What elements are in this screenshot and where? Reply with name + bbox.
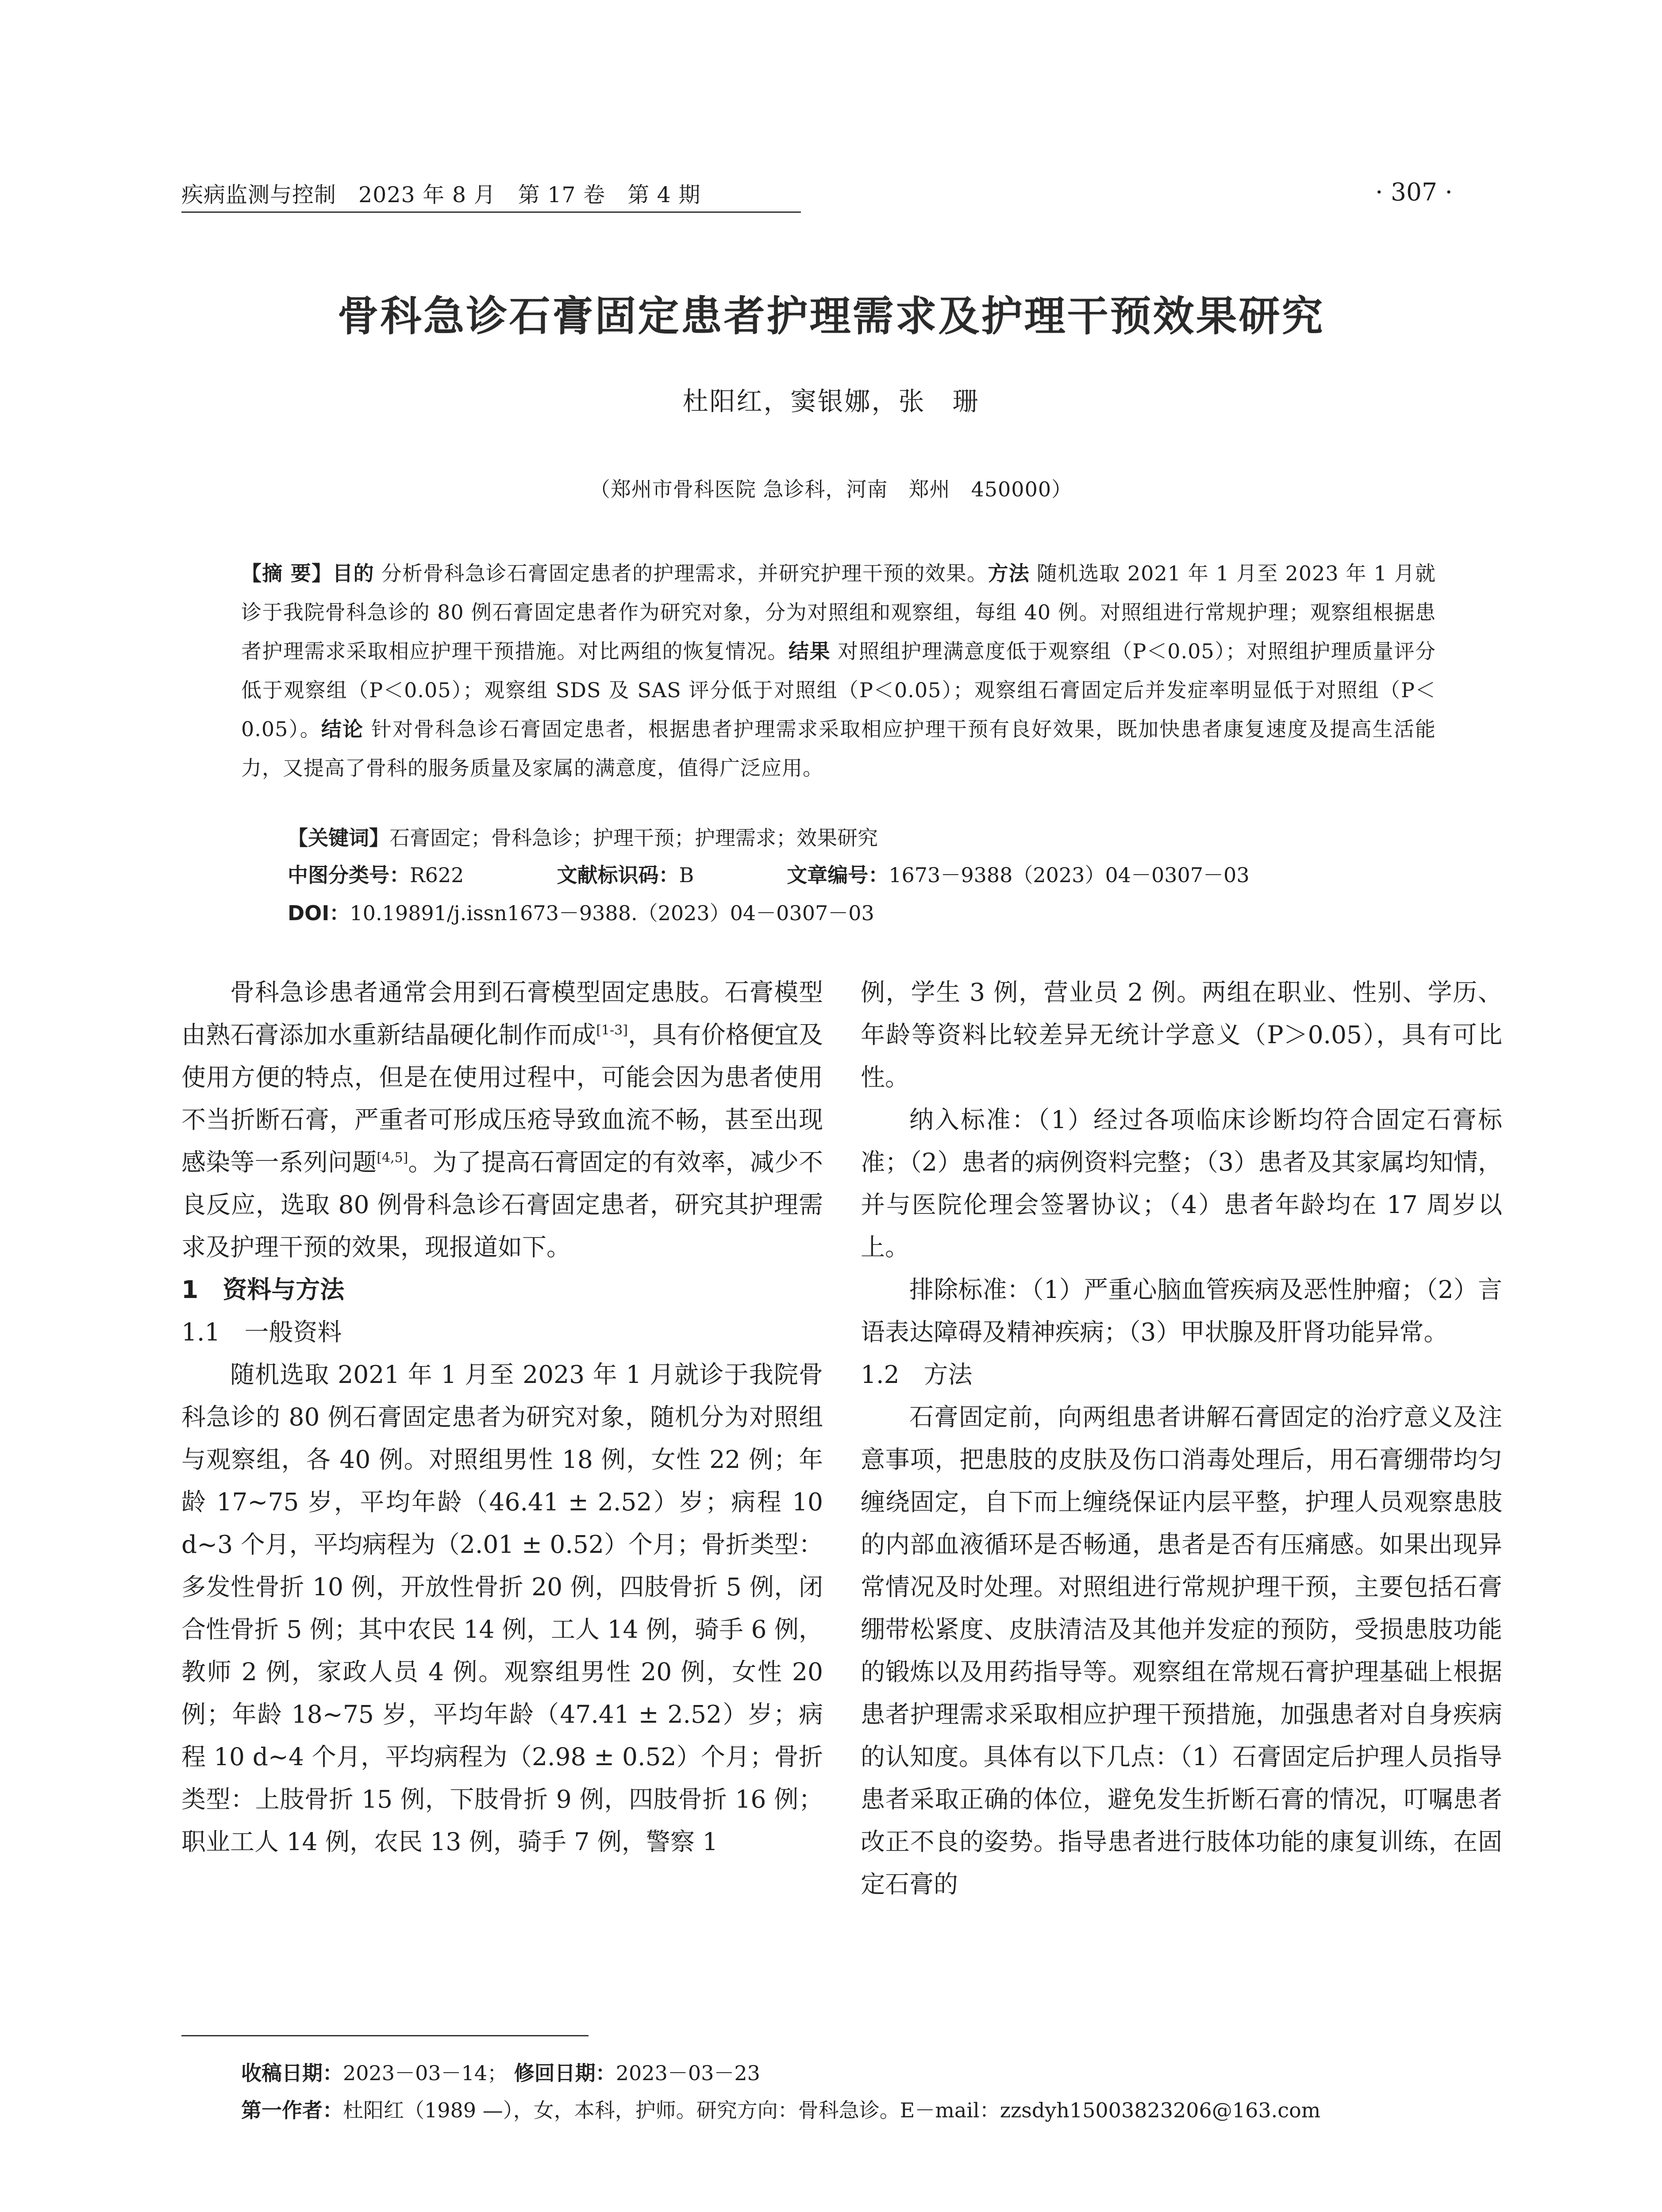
- objective-text: 分析骨科急诊石膏固定患者的护理需求，并研究护理干预的效果。: [374, 561, 988, 585]
- paper-title: 骨科急诊石膏固定患者护理需求及护理干预效果研究: [337, 292, 1325, 340]
- revised-date: 2023－03－23: [616, 2061, 760, 2085]
- section-heading-1: 1 资料与方法: [181, 1275, 345, 1304]
- first-author-label: 第一作者：: [241, 2098, 343, 2122]
- received-label: 收稿日期：: [241, 2061, 343, 2085]
- body-column-left: [181, 971, 823, 1863]
- citation-4-5: [4,5]: [377, 1150, 408, 1166]
- body-column-right: [861, 971, 1502, 1905]
- results-text: 对照组护理满意度低于观察组（P＜0.05）；对照组护理质量评分低于观察组（P＜0.05）；观察组 SDS 及 SAS 评分低于对照组（P＜0.05）；观察组石膏固定后并发症率明显低于对照组（P＜0.05）。: [241, 639, 1436, 741]
- intro-text-a: 骨科急诊患者通常会用到石膏模型固定患肢。石膏模型由熟石膏添加水重新结晶硬化制作而成: [181, 978, 823, 1049]
- clc-value: R622: [410, 863, 464, 887]
- abstract: [241, 554, 1436, 787]
- conclusion-text: 针对骨科急诊石膏固定患者，根据患者护理需求采取相应护理干预有良好效果，既加快患者康复速度及提高生活能力，又提高了骨科的服务质量及家属的满意度，值得广泛应用。: [241, 717, 1436, 780]
- doi-row: [288, 897, 874, 926]
- keywords-label: 【关键词】: [288, 826, 389, 850]
- intro-text-b: ，具有价格便宜及使用方便的特点，但是在使用过程中，可能会因为患者使用不当折断石膏，严重者可形成压疮导致血流不畅，甚至出现感染等一系列问题: [181, 1021, 823, 1176]
- results-label: 结果: [788, 639, 831, 663]
- methods-paragraph: 石膏固定前，向两组患者讲解石膏固定的治疗意义及注意事项，把患肢的皮肤及伤口消毒处理后，用石膏绷带均匀缠绕固定，自下而上缠绕保证内层平整，护理人员观察患肢的内部血液循环是否畅通，患者是否有压痛感。如果出现异常情况及时处理。对照组进行常规护理干预，主要包括石膏绷带松紧度、皮肤清洁及其他并发症的预防，受损患肢功能的锻炼以及用药指导等。观察组在常规石膏护理基础上根据患者护理需求采取相应护理干预措施，加强患者对自身疾病的认知度。具体有以下几点：（1）石膏固定后护理人员指导患者采取正确的体位，避免发生折断石膏的情况，叮嘱患者改正不良的姿势。指导患者进行肢体功能的康复训练，在固定石膏的: [861, 1403, 1502, 1898]
- author-list: 杜阳红，窦银娜，张 珊: [682, 386, 980, 416]
- footnote-rule: [181, 2035, 589, 2036]
- footnote-dates: [241, 2057, 760, 2086]
- footnote-first-author: [241, 2094, 1320, 2124]
- subsection-heading-1-1: 1.1 一般资料: [181, 1318, 342, 1346]
- intro-paragraph: [181, 971, 823, 1268]
- clc-label: 中图分类号：: [288, 863, 410, 887]
- doc-code-label: 文献标识码：: [557, 863, 679, 887]
- first-author-info: 杜阳红（1989 —），女，本科，护师。研究方向：骨科急诊。E－mail：zzsdyh15003823206@163.com: [343, 2098, 1321, 2122]
- doi-value: 10.19891/j.issn1673－9388.（2023）04－0307－03: [350, 901, 874, 925]
- keywords: [288, 822, 878, 851]
- revised-label: 修回日期：: [514, 2061, 616, 2085]
- conclusion-label: 结论: [321, 717, 364, 741]
- inclusion-criteria: 纳入标准：（1）经过各项临床诊断均符合固定石膏标准；（2）患者的病例资料完整；（3）患者及其家属均知情，并与医院伦理会签署协议；（4）患者年龄均在 17 周岁以上。: [861, 1106, 1502, 1261]
- general-data-paragraph: 随机选取 2021 年 1 月至 2023 年 1 月就诊于我院骨科急诊的 80 例石膏固定患者为研究对象，随机分为对照组与观察组，各 40 例。对照组男性 18 例，女性 22 例；年龄 17~75 岁，平均年龄（46.41 ± 2.52）岁；病程 10 d~3 个月，平均病程为（2.01 ± 0.52）个月；骨折类型：多发性骨折 10 例，开放性骨折 20 例，四肢骨折 5 例，闭合性骨折 5 例；其中农民 14 例，工人 14 例，骑手 6 例，教师 2 例，家政人员 4 例。观察组男性 20 例，女性 20 例；年龄 18~75 岁，平均年龄（47.41 ± 2.52）岁；病程 10 d~4 个月，平均病程为（2.98 ± 0.52）个月；骨折类型：上肢骨折 15 例，下肢骨折 9 例，四肢骨折 16 例；职业工人 14 例，农民 13 例，骑手 7 例，警察 1: [181, 1360, 823, 1856]
- article-no-label: 文章编号：: [787, 863, 889, 887]
- classification-row: [288, 859, 1250, 888]
- running-header-journal: 疾病监测与控制 2023 年 8 月 第 17 卷 第 4 期: [181, 182, 701, 207]
- subsection-heading-1-2: 1.2 方法: [861, 1360, 973, 1389]
- received-date: 2023－03－14；: [343, 2061, 508, 2085]
- intro-text-c: 。为了提高石膏固定的有效率，减少不良反应，选取 80 例骨科急诊石膏固定患者，研究其护理需求及护理干预的效果，现报道如下。: [181, 1148, 823, 1261]
- abstract-label: 【摘 要】: [241, 561, 333, 585]
- affiliation: （郑州市骨科医院 急诊科，河南 郑州 450000）: [589, 477, 1073, 501]
- continued-paragraph: 例，学生 3 例，营业员 2 例。两组在职业、性别、学历、年龄等资料比较差异无统计学意义（P＞0.05），具有可比性。: [861, 978, 1502, 1091]
- citation-1-3: [1-3]: [596, 1022, 628, 1038]
- doi-label: DOI：: [288, 901, 350, 925]
- exclusion-criteria: 排除标准：（1）严重心脑血管疾病及恶性肿瘤；（2）言语表达障碍及精神疾病；（3）甲状腺及肝肾功能异常。: [861, 1275, 1502, 1346]
- article-no-value: 1673－9388（2023）04－0307－03: [889, 863, 1250, 887]
- methods-text: 随机选取 2021 年 1 月至 2023 年 1 月就诊于我院骨科急诊的 80 例石膏固定患者作为研究对象，分为对照组和观察组，每组 40 例。对照组进行常规护理；观察组根据患者护理需求采取相应护理干预措施。对比两组的恢复情况。: [241, 561, 1436, 663]
- objective-label: 目的: [332, 561, 374, 585]
- header-rule: [181, 211, 801, 213]
- methods-label: 方法: [988, 561, 1030, 585]
- doc-code-value: B: [679, 863, 694, 887]
- keywords-text: 石膏固定；骨科急诊；护理干预；护理需求；效果研究: [389, 826, 878, 850]
- page-number: · 307 ·: [1375, 178, 1453, 206]
